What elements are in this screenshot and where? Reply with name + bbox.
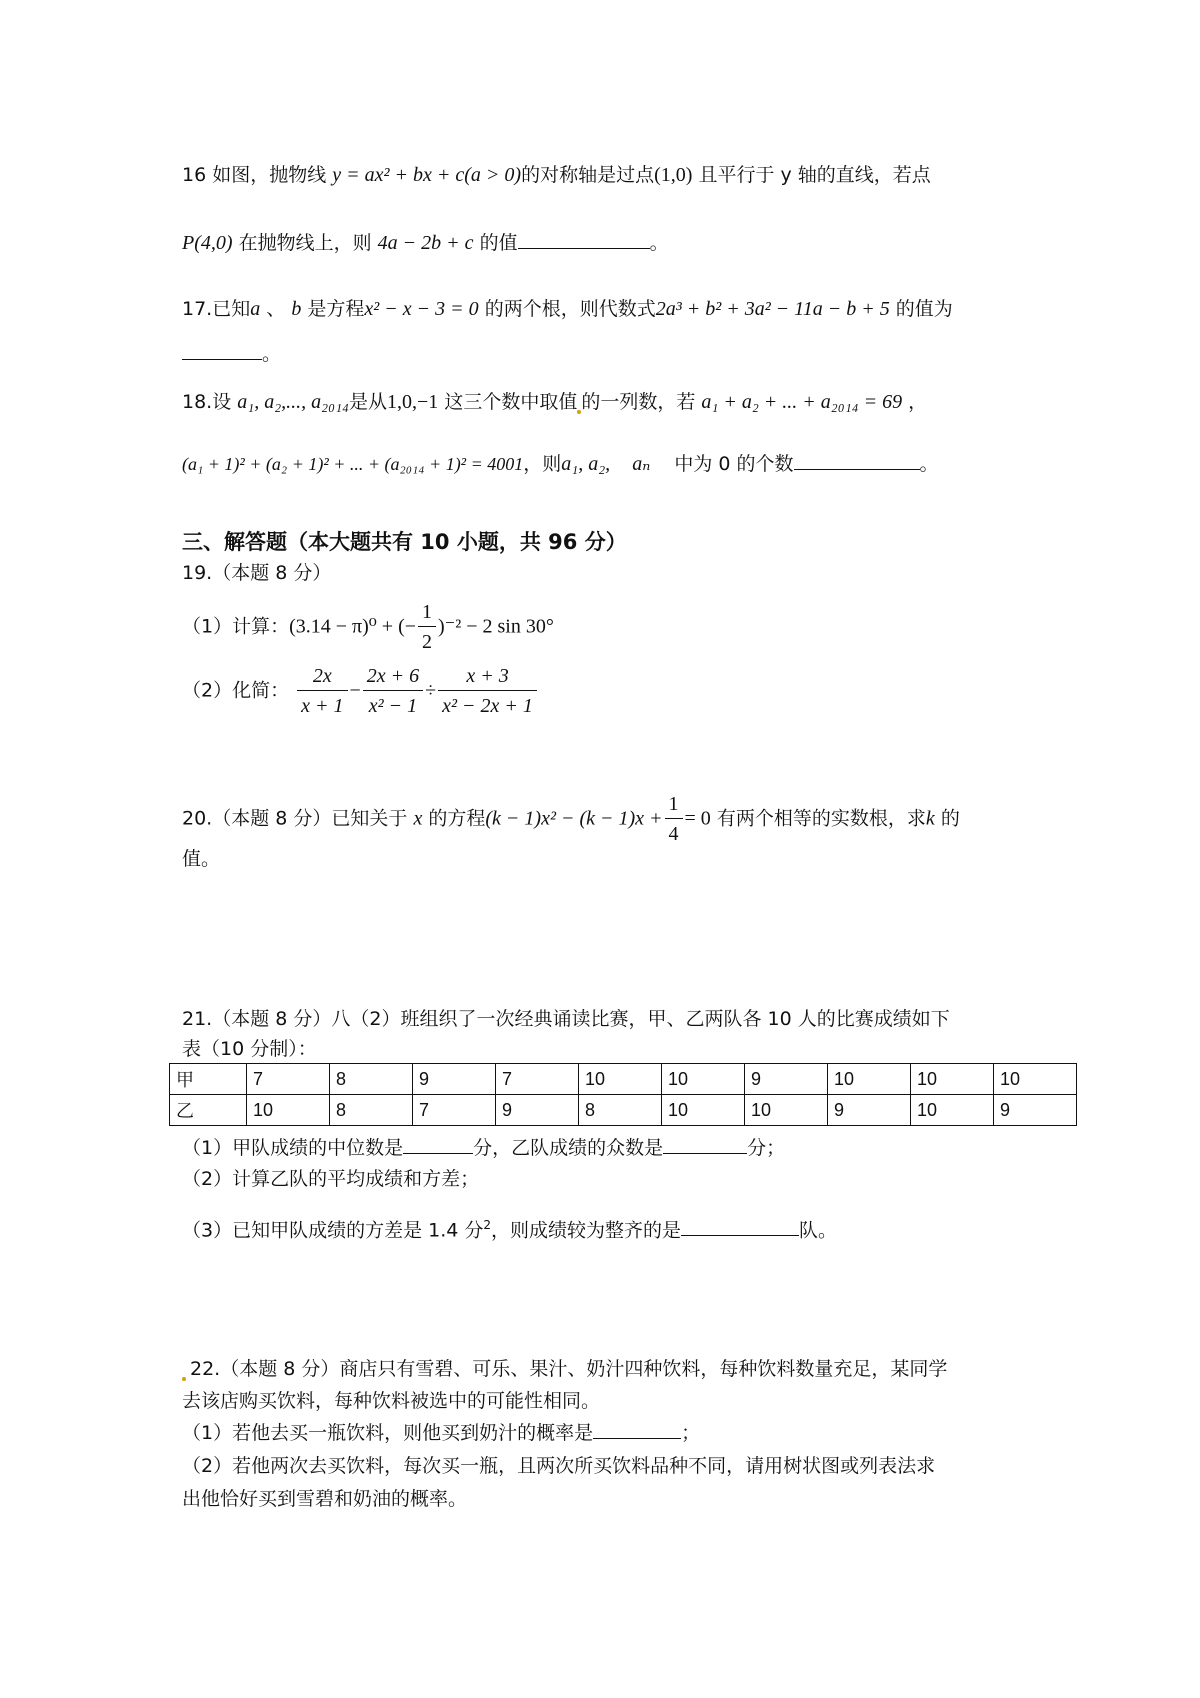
fraction-numerator: 2x + 6 <box>363 664 423 691</box>
q16-text-d: 在抛物线上，则 <box>238 232 372 254</box>
q20-text-d: 的 <box>940 807 960 830</box>
row-label: 乙 <box>170 1095 247 1126</box>
q21-mode-blank <box>663 1137 747 1154</box>
row-label: 甲 <box>170 1064 247 1095</box>
q22-line1-text: 22.（本题 8 分）商店只有雪碧、可乐、果汁、奶汁四种饮料，每种饮料数量充足，某同学 <box>190 1358 948 1380</box>
q18-text-e: ，则 <box>523 453 562 475</box>
q21-median-blank <box>403 1137 473 1154</box>
table-cell: 10 <box>911 1064 994 1095</box>
q21-s1-a: （1）甲队成绩的中位数是 <box>182 1137 404 1159</box>
q19-title: 19.（本题 8 分） <box>182 562 332 584</box>
q19-part1 <box>182 600 554 654</box>
fraction-denominator: x² − 1 <box>368 695 418 717</box>
table-cell: 9 <box>745 1064 828 1095</box>
table-cell: 9 <box>994 1095 1077 1126</box>
fraction-denominator: 2 <box>422 631 433 653</box>
q18-sum: a₁ + a₂ + ... + a₂₀₁₄ = 69 <box>701 391 903 413</box>
q19-p1-expr-a: (3.14 − π)⁰ + (− <box>289 615 417 638</box>
q18-line1 <box>182 390 927 414</box>
q21-sub1 <box>182 1137 785 1160</box>
q18-answer-blank <box>794 453 920 470</box>
table-cell: 9 <box>496 1095 579 1126</box>
q19-fraction-3 <box>438 664 537 718</box>
q17-var-b: b <box>291 298 302 320</box>
q19-op-divide: ÷ <box>425 679 437 702</box>
table-cell: 7 <box>496 1064 579 1095</box>
q18-text-d: 的一列数，若 <box>581 391 696 413</box>
q19-fraction-2 <box>363 664 423 718</box>
q19-op-minus: − <box>349 679 361 702</box>
table-cell: 8 <box>330 1095 413 1126</box>
fraction-denominator: x² − 2x + 1 <box>442 695 533 717</box>
table-cell: 8 <box>579 1095 662 1126</box>
q20-fraction <box>665 792 683 846</box>
q19-p2-label: （2）化简： <box>182 679 290 702</box>
fraction-numerator: 1 <box>418 600 436 627</box>
q20-equation-b: = 0 <box>684 807 711 830</box>
q17-expression: 2a³ + b² + 3a² − 11a − b + 5 <box>655 298 890 320</box>
q18-text-f: 中为 0 的个数 <box>674 453 794 475</box>
q16-point-p: P(4,0) <box>182 232 233 254</box>
q18-line2 <box>182 452 939 476</box>
q19-p1-expr-b: )⁻² − 2 sin 30° <box>438 615 554 638</box>
q22-probability-blank <box>593 1422 681 1439</box>
q20-text-c: 有两个相等的实数根，求 <box>716 807 926 830</box>
q18-seq-short: a₁, a₂, <box>561 453 611 475</box>
fraction-numerator: x + 3 <box>438 664 537 691</box>
table-row-yi <box>170 1095 1077 1126</box>
q18-text-b: 是从 <box>348 391 387 413</box>
q17-line2 <box>182 343 281 366</box>
q17-sep: 、 <box>266 298 286 320</box>
q20-equation-a: (k − 1)x² − (k − 1)x + <box>485 807 663 830</box>
q21-sub3 <box>182 1218 837 1242</box>
q17-equation: x² − x − 3 = 0 <box>364 298 479 320</box>
q22-sub2-line1: （2）若他两次去买饮料，每次买一瓶，且两次所买饮料品种不同，请用树状图或列表法求 <box>182 1455 936 1477</box>
q18-squares-equation: (a₁ + 1)² + (a₂ + 1)² + ... + (a₂₀₁₄ + 1)² = 4001 <box>182 454 524 474</box>
q16-text-e: 的值 <box>479 232 518 254</box>
table-cell: 10 <box>579 1064 662 1095</box>
q21-s1-c: 分； <box>747 1137 786 1159</box>
table-cell: 9 <box>828 1095 911 1126</box>
q21-s3-sup: 2 <box>483 1218 492 1232</box>
q18-sequence: a₁, a₂,..., a₂₀₁₄ <box>237 391 349 413</box>
q19-part2 <box>182 664 539 718</box>
q18-text-a: 18.设 <box>182 391 232 413</box>
q20-line2: 值。 <box>182 848 221 870</box>
q18-text-c: 这三个数中取值 <box>444 391 578 413</box>
table-cell: 10 <box>662 1095 745 1126</box>
mark-dot <box>182 1377 186 1381</box>
q17-text-c: 的两个根，则代数式 <box>484 298 656 320</box>
q22-s1-b: ； <box>681 1422 701 1444</box>
q17-text-b: 是方程 <box>307 298 365 320</box>
q22-line1 <box>182 1358 947 1381</box>
fraction-denominator: x + 1 <box>301 695 344 717</box>
q16-line2 <box>182 231 669 255</box>
table-cell: 7 <box>413 1095 496 1126</box>
q16-line1 <box>182 163 931 187</box>
q21-team-blank <box>681 1219 799 1236</box>
q20-text-b: 的方程 <box>428 807 486 830</box>
fraction-numerator: 2x <box>297 664 347 691</box>
q16-point: (1,0) <box>654 164 693 186</box>
q16-text-a: 16 如图，抛物线 <box>182 164 327 186</box>
q21-line2: 表（10 分制）： <box>182 1038 317 1060</box>
q16-text-c: 且平行于 y 轴的直线，若点 <box>698 164 931 186</box>
q17-line1 <box>182 297 953 321</box>
table-cell: 7 <box>247 1064 330 1095</box>
table-cell: 9 <box>413 1064 496 1095</box>
table-cell: 10 <box>994 1064 1077 1095</box>
q22-sub1 <box>182 1422 700 1445</box>
q21-s1-b: 分，乙队成绩的众数是 <box>473 1137 664 1159</box>
q18-comma: ， <box>908 391 928 413</box>
table-cell: 10 <box>828 1064 911 1095</box>
q16-expression: 4a − 2b + c <box>377 232 474 254</box>
q17-var-a: a <box>250 298 261 320</box>
q20-text-a: 20.（本题 8 分）已知关于 <box>182 807 408 830</box>
table-cell: 10 <box>662 1064 745 1095</box>
q16-end: 。 <box>649 232 669 254</box>
q19-p1-fraction <box>418 600 436 654</box>
q18-an: aₙ <box>632 453 651 475</box>
table-cell: 8 <box>330 1064 413 1095</box>
q21-s3-b: ，则成绩较为整齐的是 <box>491 1219 682 1242</box>
score-table <box>169 1063 1077 1126</box>
q22-line2: 去该店购买饮料，每种饮料被选中的可能性相同。 <box>182 1390 601 1412</box>
q21-line1: 21.（本题 8 分）八（2）班组织了一次经典诵读比赛，甲、乙两队各 10 人的比赛成绩如下 <box>182 1008 950 1030</box>
q21-sub2: （2）计算乙队的平均成绩和方差； <box>182 1168 480 1190</box>
q17-text-d: 的值为 <box>895 298 953 320</box>
q20-line1 <box>182 792 960 846</box>
q19-fraction-1 <box>297 664 347 718</box>
fraction-numerator: 1 <box>665 792 683 819</box>
table-cell: 10 <box>247 1095 330 1126</box>
fraction-denominator: 4 <box>668 823 679 845</box>
table-cell: 10 <box>745 1095 828 1126</box>
q21-s3-a: （3）已知甲队成绩的方差是 1.4 分 <box>182 1219 484 1242</box>
q21-s3-c: 队。 <box>799 1219 838 1242</box>
q18-end: 。 <box>919 453 939 475</box>
q18-values: 1,0,−1 <box>387 391 439 413</box>
q20-var-k: k <box>925 807 935 830</box>
section-3-heading: 三、解答题（本大题共有 10 小题，共 96 分） <box>182 530 627 554</box>
q16-answer-blank <box>518 232 650 249</box>
table-cell: 10 <box>911 1095 994 1126</box>
table-row-jia <box>170 1064 1077 1095</box>
q16-text-b: 的对称轴是过点 <box>521 164 655 186</box>
q19-p1-label: （1）计算： <box>182 615 290 638</box>
q16-parabola-equation: y = ax² + bx + c(a > 0) <box>332 164 522 186</box>
q17-text-a: 17.已知 <box>182 298 251 320</box>
q22-s1-a: （1）若他去买一瓶饮料，则他买到奶汁的概率是 <box>182 1422 594 1444</box>
q22-sub2-line2: 出他恰好买到雪碧和奶油的概率。 <box>182 1488 468 1510</box>
q17-answer-blank <box>182 343 262 360</box>
q20-var-x: x <box>413 807 423 830</box>
q17-end: 。 <box>262 343 282 365</box>
